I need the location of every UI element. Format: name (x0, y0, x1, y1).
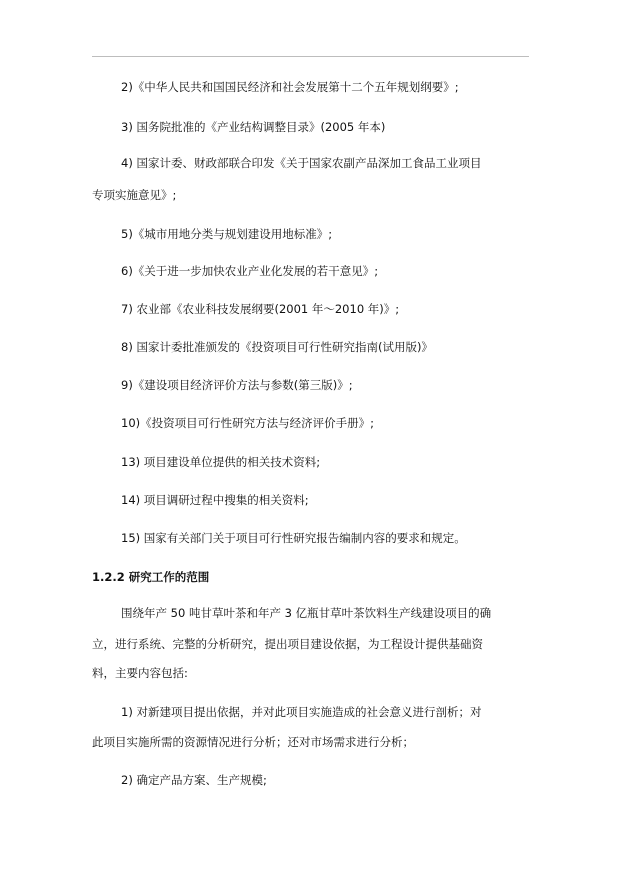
reference-item-14: 14) 项目调研过程中搜集的相关资料; (121, 493, 309, 507)
reference-item-8: 8) 国家计委批准颁发的《投资项目可行性研究指南(试用版)》 (121, 340, 433, 354)
reference-item-9: 9)《建设项目经济评价方法与参数(第三版)》; (121, 378, 353, 392)
reference-item-7: 7) 农业部《农业科技发展纲要(2001 年～2010 年)》; (121, 302, 400, 316)
reference-item-4-cont: 专项实施意见》; (92, 188, 177, 202)
scope-paragraph-line-2: 立，进行系统、完整的分析研究，提出项目建设依据，为工程设计提供基础资 (92, 637, 483, 651)
reference-item-4: 4) 国家计委、财政部联合印发《关于国家农副产品深加工食品工业项目 (121, 156, 482, 170)
scope-paragraph-line-1: 围绕年产 50 吨甘草叶茶和年产 3 亿瓶甘草叶茶饮料生产线建设项目的确 (121, 606, 492, 620)
section-heading: 1.2.2 研究工作的范围 (92, 570, 210, 584)
reference-item-13: 13) 项目建设单位提供的相关技术资料; (121, 455, 321, 469)
scope-item-1-line-2: 此项目实施所需的资源情况进行分析；还对市场需求进行分析； (92, 735, 414, 749)
reference-item-2: 2)《中华人民共和国国民经济和社会发展第十二个五年规划纲要》; (121, 80, 459, 94)
scope-item-1-line-1: 1) 对新建项目提出依据，并对此项目实施造成的社会意义进行剖析；对 (121, 705, 482, 719)
scope-paragraph-line-3: 料，主要内容包括: (92, 666, 188, 680)
reference-item-3: 3) 国务院批准的《产业结构调整目录》(2005 年本) (121, 120, 386, 134)
reference-item-6: 6)《关于进一步加快农业产业化发展的若干意见》; (121, 264, 379, 278)
reference-item-10: 10)《投资项目可行性研究方法与经济评价手册》; (121, 416, 374, 430)
reference-item-5: 5)《城市用地分类与规划建设用地标准》; (121, 227, 333, 241)
reference-item-15: 15) 国家有关部门关于项目可行性研究报告编制内容的要求和规定。 (121, 531, 466, 545)
scope-item-2: 2) 确定产品方案、生产规模; (121, 773, 267, 787)
header-rule (92, 56, 529, 57)
